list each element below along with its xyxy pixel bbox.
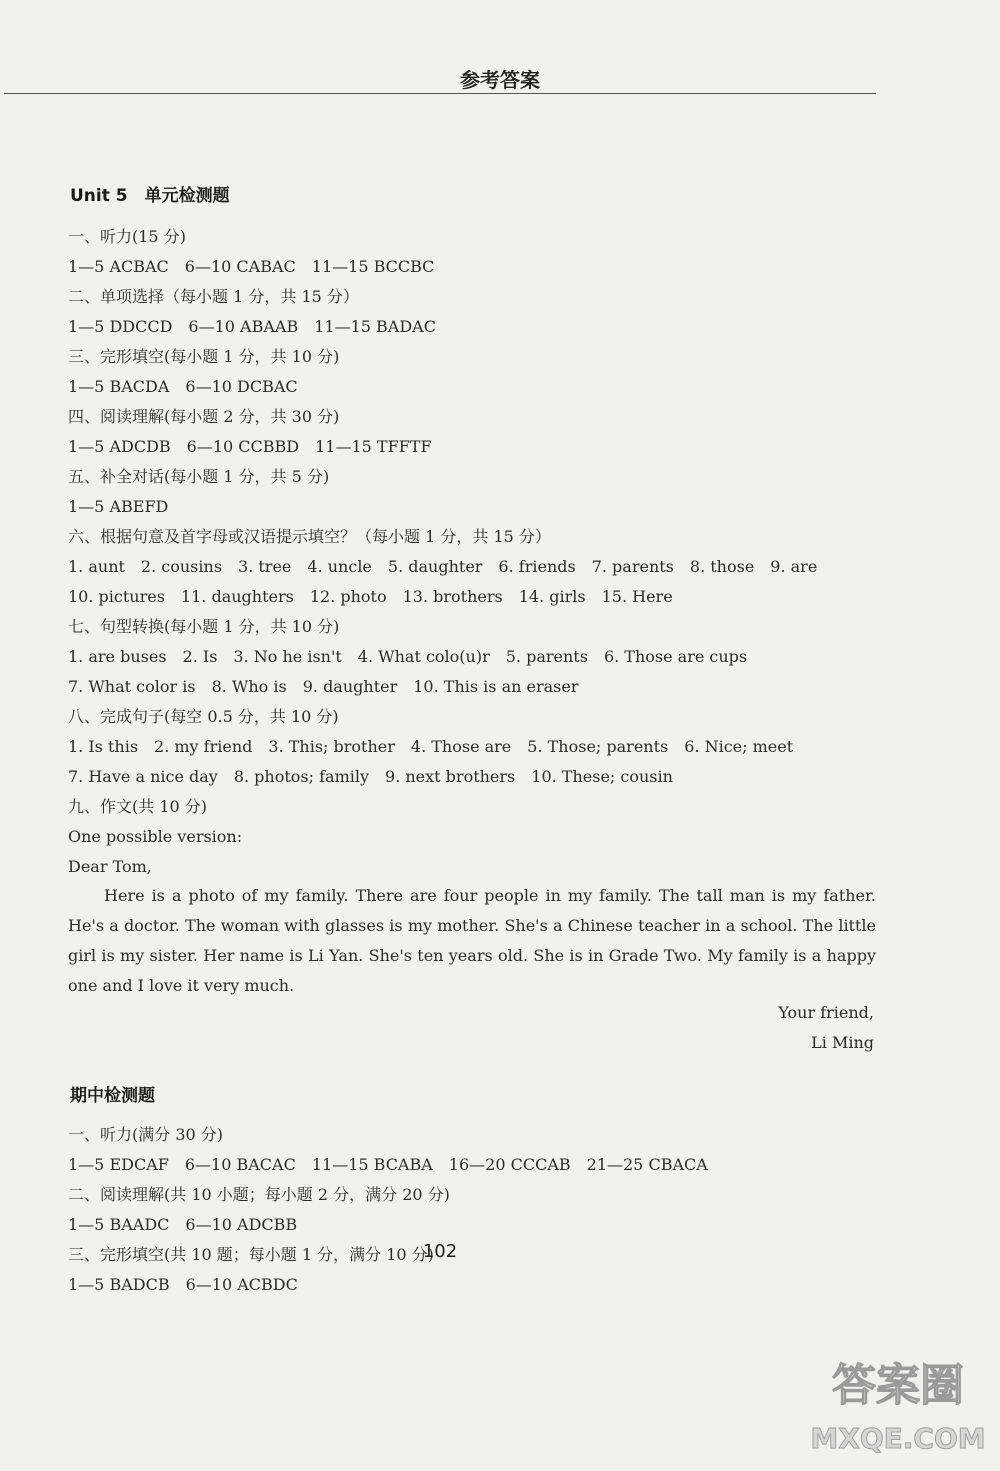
unit5-line: 六、根据句意及首字母或汉语提示填空？（每小题 1 分，共 15 分） <box>68 527 551 546</box>
unit5-line: One possible version: <box>68 827 243 846</box>
essay-paragraph: Here is a photo of my family. There are four people in my family. The tall man is my father. He's a doctor. The woman with glasses is my mother. She's a Chinese teacher in a school. The little girl is my sister. Her name is Li Yan. She's ten years old. She is in Grade Two. My family is a happy one and I love it very much. <box>68 886 876 995</box>
page-header-title: 参考答案 <box>460 68 540 92</box>
unit5-line: 七、句型转换(每小题 1 分，共 10 分) <box>68 617 340 636</box>
unit5-heading: Unit 5 单元检测题 <box>70 186 230 206</box>
essay-signature: Li Ming <box>811 1033 874 1052</box>
midterm-heading: 期中检测题 <box>70 1086 155 1106</box>
watermark-logo-text: 答案圈 <box>832 1360 964 1411</box>
unit5-line: 三、完形填空(每小题 1 分，共 10 分) <box>68 347 340 366</box>
unit5-line: 7. Have a nice day 8. photos; family 9. next brothers 10. These; cousin <box>68 767 673 786</box>
unit5-line: 二、单项选择（每小题 1 分，共 15 分） <box>68 287 359 306</box>
unit5-line: 1. are buses 2. Is 3. No he isn't 4. What colo(u)r 5. parents 6. Those are cups <box>68 647 748 666</box>
header-divider <box>4 93 876 94</box>
unit5-line: 1—5 ABEFD <box>68 497 169 516</box>
page-number: 102 <box>422 1241 458 1262</box>
midterm-line: 二、阅读理解(共 10 小题；每小题 2 分，满分 20 分) <box>68 1185 450 1204</box>
midterm-line: 1—5 BADCB 6—10 ACBDC <box>68 1275 298 1294</box>
unit5-line: 7. What color is 8. Who is 9. daughter 10. This is an eraser <box>68 677 579 696</box>
midterm-line: 1—5 BAADC 6—10 ADCBB <box>68 1215 298 1234</box>
unit5-line: 四、阅读理解(每小题 2 分，共 30 分) <box>68 407 340 426</box>
unit5-line: 1—5 DDCCD 6—10 ABAAB 11—15 BADAC <box>68 317 436 336</box>
unit5-line: 1. aunt 2. cousins 3. tree 4. uncle 5. daughter 6. friends 7. parents 8. those 9. are <box>68 557 818 576</box>
midterm-line: 1—5 EDCAF 6—10 BACAC 11—15 BCABA 16—20 CCCAB 21—25 CBACA <box>68 1155 708 1174</box>
unit5-line: 1—5 ADCDB 6—10 CCBBD 11—15 TFFTF <box>68 437 432 456</box>
watermark-logo <box>808 1342 988 1460</box>
midterm-line: 一、听力(满分 30 分) <box>68 1125 224 1144</box>
unit5-line: 1. Is this 2. my friend 3. This; brother 4. Those are 5. Those; parents 6. Nice; meet <box>68 737 794 756</box>
watermark-domain-text: MXQE.COM <box>810 1422 986 1455</box>
unit5-line: 1—5 ACBAC 6—10 CABAC 11—15 BCCBC <box>68 257 435 276</box>
unit5-line: 九、作文(共 10 分) <box>68 797 208 816</box>
essay-closing: Your friend, <box>778 1003 874 1022</box>
unit5-line: 八、完成句子(每空 0.5 分，共 10 分) <box>68 707 339 726</box>
unit5-line: 一、听力(15 分) <box>68 227 186 246</box>
unit5-line: 五、补全对话(每小题 1 分，共 5 分) <box>68 467 330 486</box>
unit5-line: Dear Tom, <box>68 857 152 876</box>
unit5-line: 1—5 BACDA 6—10 DCBAC <box>68 377 298 396</box>
midterm-line: 三、完形填空(共 10 题；每小题 1 分，满分 10 分) <box>68 1245 434 1264</box>
unit5-line: 10. pictures 11. daughters 12. photo 13. brothers 14. girls 15. Here <box>68 587 673 606</box>
